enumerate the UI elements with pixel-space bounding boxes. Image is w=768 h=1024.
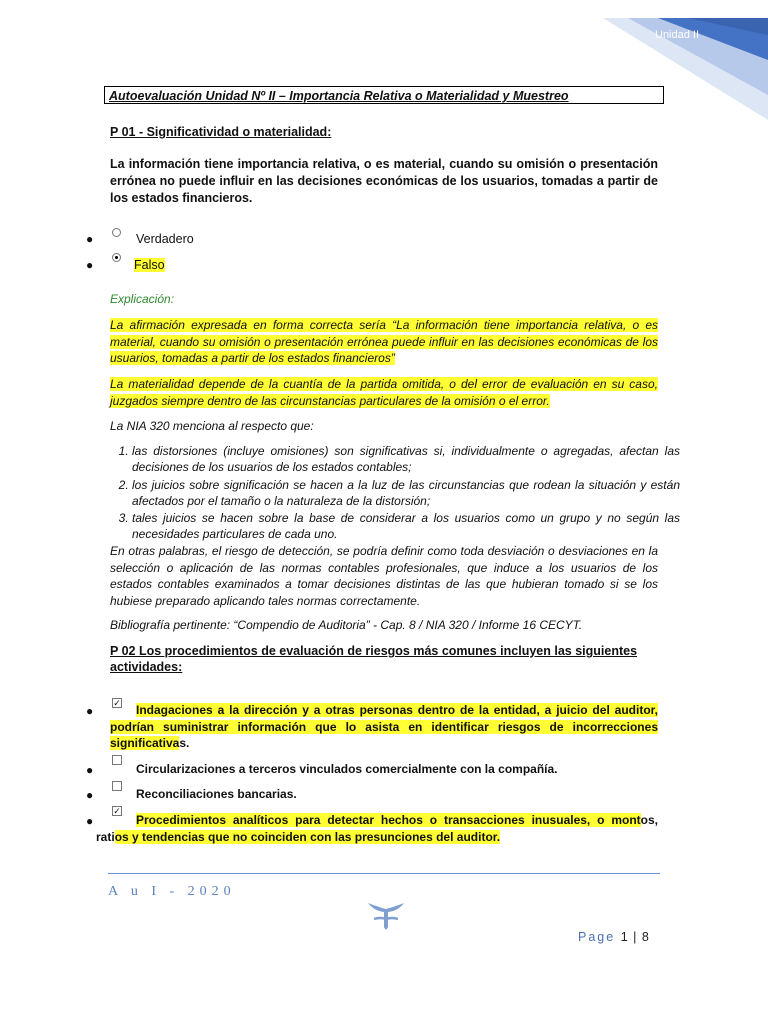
checkbox-opt4[interactable]: ✓ xyxy=(113,806,121,816)
q2-option-4: Procedimientos analíticos para detectar hechos o transacciones inusuales, o montos, ratios y tendencias que no coinciden con las presunciones del auditor. xyxy=(96,813,658,844)
page-number: Page 1 | 8 xyxy=(578,930,649,944)
radio-falso[interactable] xyxy=(112,253,121,262)
nia-item: 2. los juicios sobre significación se hacen a la luz de las circunstancias que rodean la situación y están afectados por el tamaño o la naturaleza de la distorsión; xyxy=(132,477,680,510)
nia-intro: La NIA 320 menciona al respecto que: xyxy=(110,419,314,433)
bullet: ● xyxy=(86,788,94,802)
q2-option-2: Circularizaciones a terceros vinculados comercialmente con la compañía. xyxy=(136,762,558,776)
option-verdadero: Verdadero xyxy=(136,232,194,246)
q2-option-3: Reconciliaciones bancarias. xyxy=(136,787,297,801)
q2-heading: P 02 Los procedimientos de evaluación de riesgos más comunes incluyen las siguientes actividades: xyxy=(110,644,638,674)
bibliography: Bibliografía pertinente: “Compendio de Auditoria” - Cap. 8 / NIA 320 / Informe 16 CECYT. xyxy=(110,618,583,632)
explanation-label: Explicación: xyxy=(110,292,175,306)
document-title: Autoevaluación Unidad Nº II – Importancia Relativa o Materialidad y Muestreo xyxy=(104,86,664,104)
q2-option-1: Indagaciones a la dirección y a otras personas dentro de la entidad, a juicio del auditor, podrían suministrar información que lo asista en identificar riesgos de incorrecciones significativas. xyxy=(110,703,658,750)
radio-verdadero[interactable] xyxy=(112,228,121,237)
nia-item: 1. las distorsiones (incluye omisiones) son significativas si, individualmente o agregadas, afectan las decisiones de los usuarios de los estados contables; xyxy=(132,443,680,476)
logo-icon xyxy=(366,897,406,933)
bullet: ● xyxy=(86,814,94,828)
q1-heading: P 01 - Significatividad o materialidad: xyxy=(110,125,332,139)
unit-label: Unidad II xyxy=(655,29,700,41)
checkbox-opt1[interactable]: ✓ xyxy=(113,698,121,708)
q1-statement: La información tiene importancia relativa, o es material, cuando su omisión o presentación errónea no puede influir en las decisiones económicas de los usuarios, tomadas a partir de los estados financieros. xyxy=(110,157,658,205)
option-falso: Falso xyxy=(134,258,165,272)
bullet: ● xyxy=(86,763,94,777)
bullet: ● xyxy=(86,232,94,246)
bullet: ● xyxy=(86,258,94,272)
explanation-p2: La materialidad depende de la cuantía de la partida omitida, o del error de evaluación en su caso, juzgados siempre dentro de las circunstancias particulares de la omisión o el error. xyxy=(110,377,658,408)
footer-text: A u I - 2020 xyxy=(108,884,236,899)
bullet: ● xyxy=(86,704,94,718)
footer-divider xyxy=(108,873,660,874)
nia-item: 3. tales juicios se hacen sobre la base de considerar a los usuarios como un grupo y no según las necesidades particulares de cada uno. xyxy=(132,510,680,543)
explanation-p1: La afirmación expresada en forma correcta sería “La información tiene importancia relativa, o es material, cuando su omisión o presentación errónea puede influir en las decisiones económicas de los usuarios, tomadas a partir de los estados financieros” xyxy=(110,318,658,365)
nia-list xyxy=(110,443,680,544)
other-words: En otras palabras, el riesgo de detección, se podría definir como toda desviación o desviaciones en la selección o aplicación de las normas contables profesionales, que induce a los usuarios de los estados contables examinados a tomar decisiones distintas de las que hubieran tomado si se los hubiese preparado aplicando tales normas correctamente. xyxy=(110,544,658,608)
